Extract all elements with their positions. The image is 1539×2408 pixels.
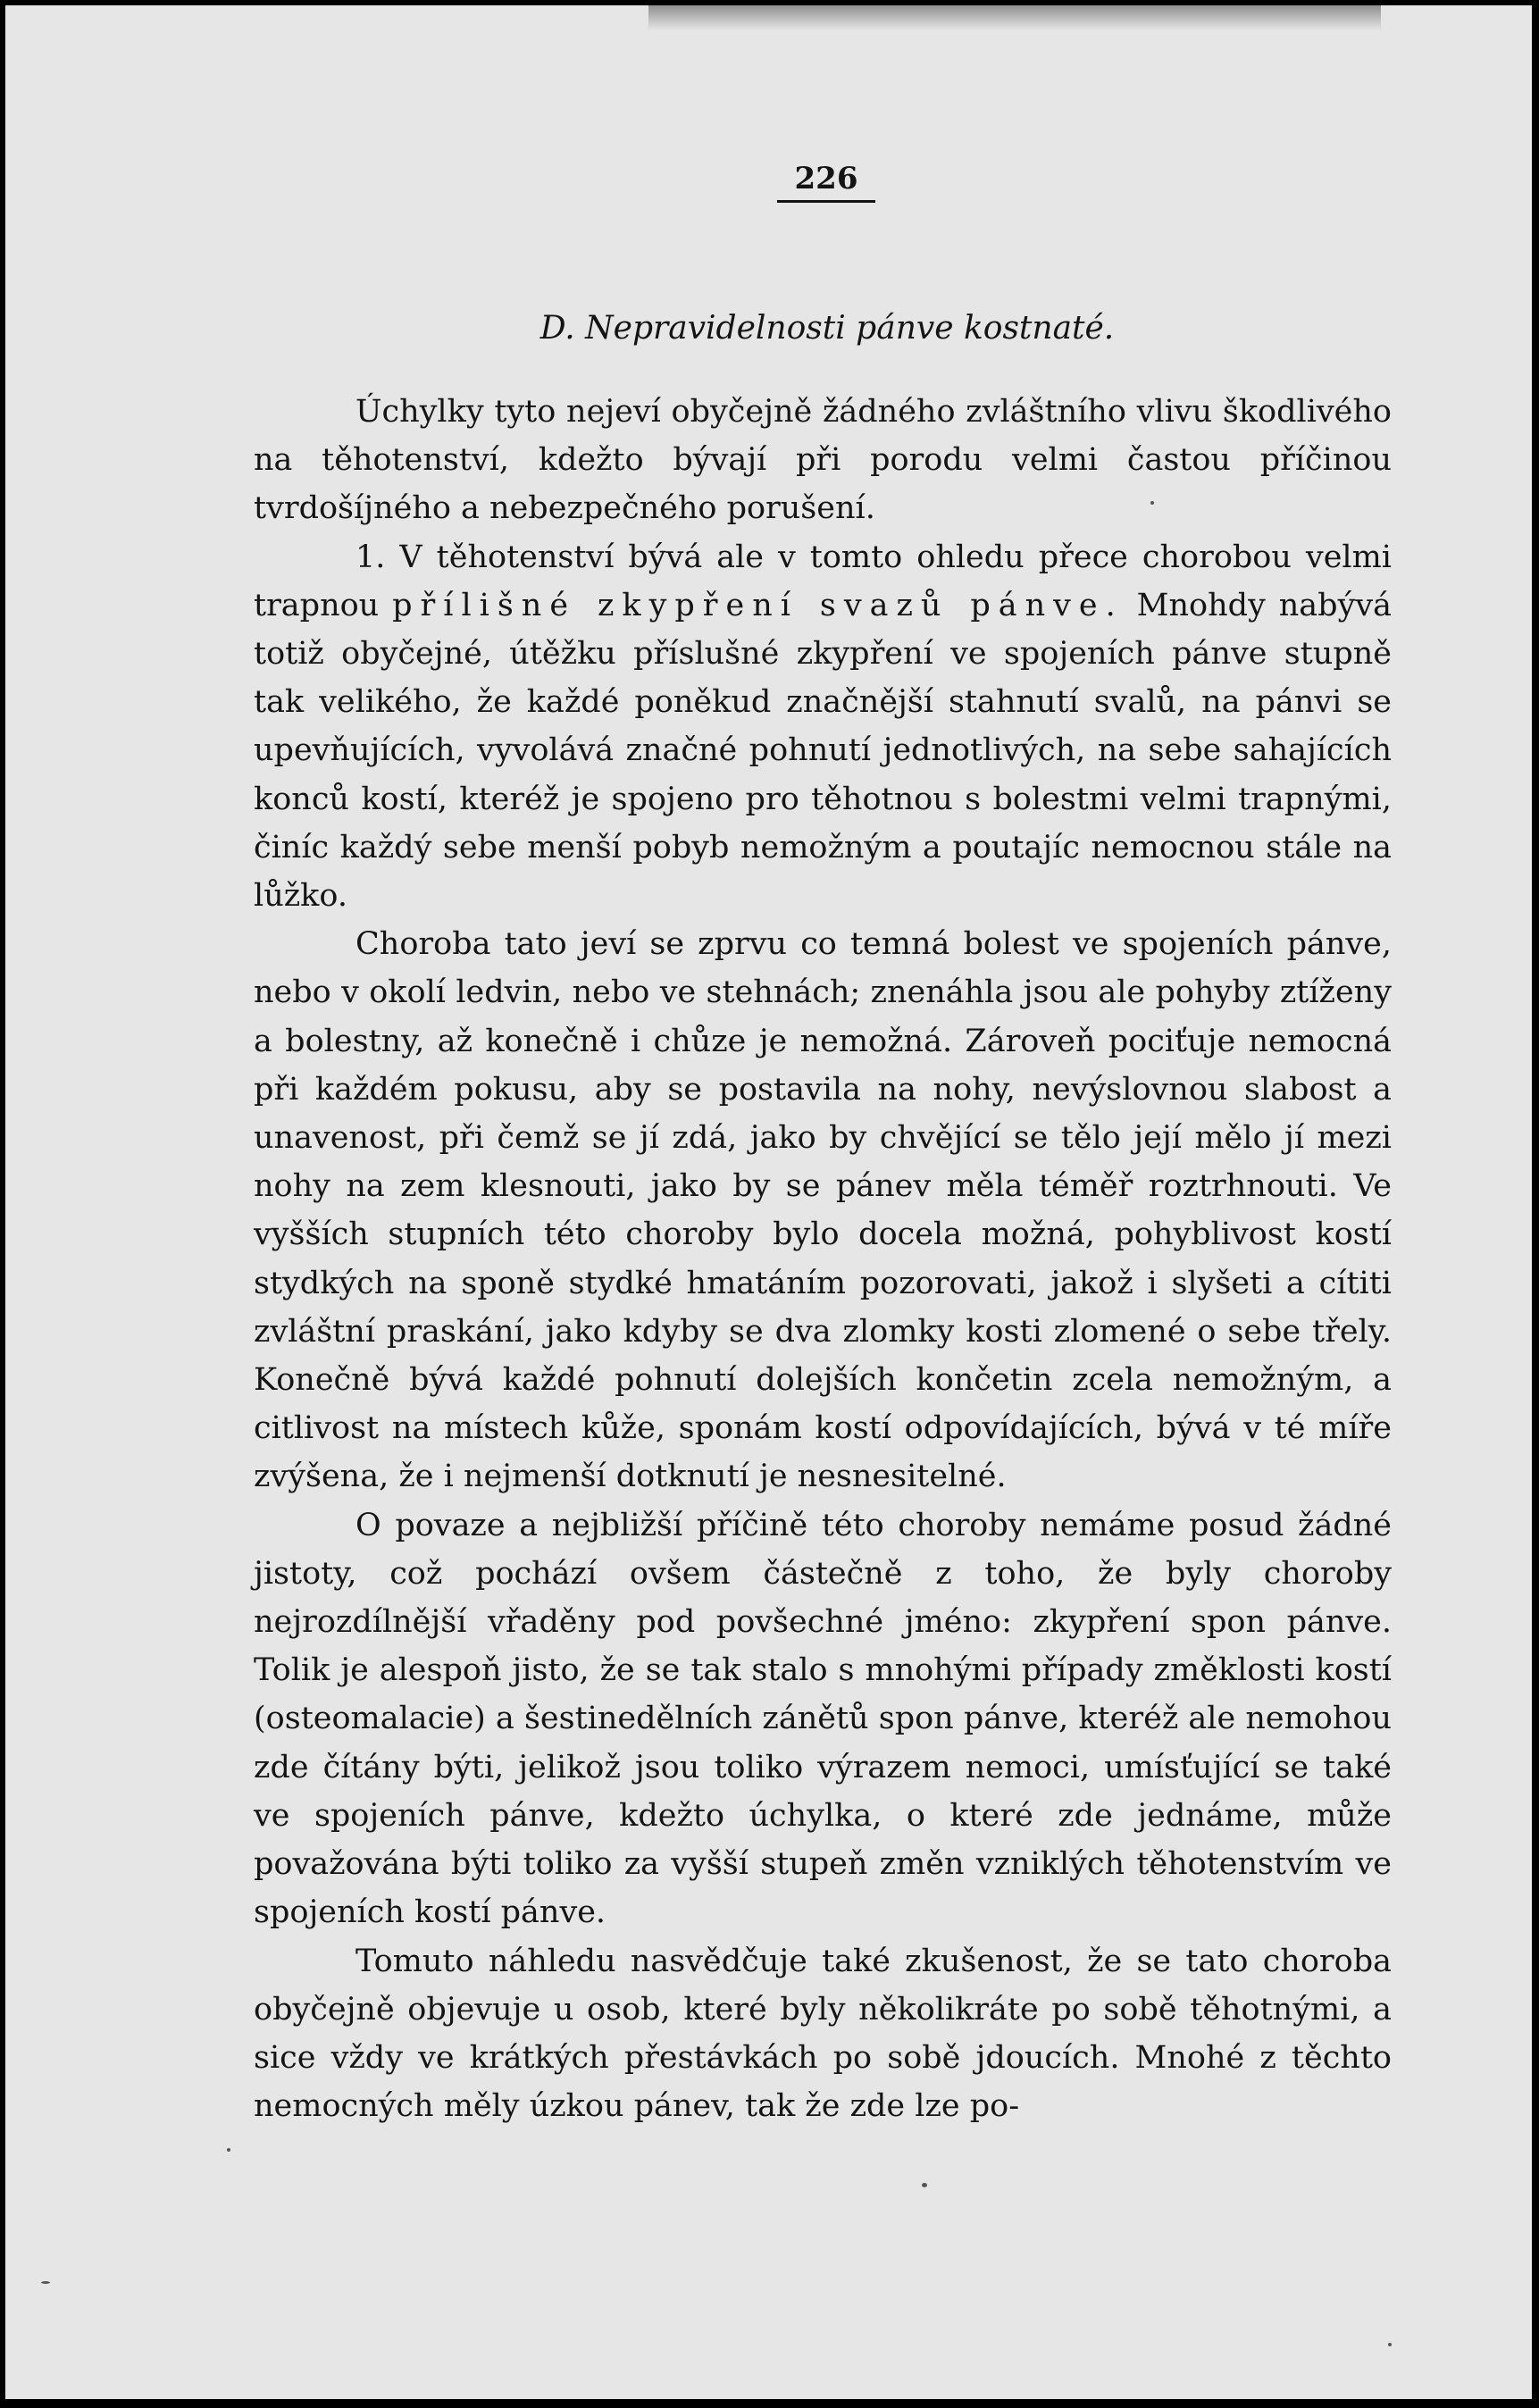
- text-segment: Úchylky tyto nejeví obyčejně žádného zvláštního vlivu škodlivého na těhotenství, kdežto bývají při porodu velmi častou příčinou tvrdošíjného a nebezpečného porušení.: [254, 394, 1392, 527]
- scan-speck: [227, 2148, 230, 2152]
- text-segment: O povaze a nejbližší příčině této choroby nemáme posud žádné jistoty, což pochází ovšem částečně z toho, že byly choroby nejrozdílnější vřaděny pod povšechné jméno: zkypření spon pánve. Tolik je alespoň jisto, že se tak stalo s mnohými případy změklosti kostí (osteomalacie) a šestinedělních zánětů spon pánve, kteréž ale nemohou zde čítány býti, jelikož jsou toliko výrazem nemoci, umísťující se také ve spojeních pánve, kdežto úchylka, o které zde jednáme, může považována býti toliko za vyšší stupeň změn vzniklých těhotenstvím ve spojeních kostí pánve.: [254, 1507, 1392, 1931]
- text-segment: Tomuto náhledu nasvědčuje také zkušenost, že se tato choroba obyčejně objevuje u osob, které byly několikráte po sobě těhotnými, a sice vždy ve krátkých přestávkách po sobě jdoucích. Mnohé z těchto nemocných měly úzkou pánev, tak že zde lze po-: [254, 1943, 1392, 2125]
- page-sheet: [5, 5, 1532, 2399]
- text-segment: Mnohdy nabývá totiž obyčejné, útěžku příslušné zkypření ve spojeních pánve stupně tak velikého, že každé poněkud značnější stahnutí svalů, na pánvi se upevňujících, vyvolává značné pohnutí jednotlivých, na sebe sahajících konců kostí, kteréž je spojeno pro těhotnou s bolestmi velmi trapnými, činíc každý sebe menší pobyb nemožným a poutajíc nemocnou stále na lůžko.: [254, 587, 1392, 915]
- scan-speck: [1150, 501, 1154, 505]
- scan-speck: [41, 2281, 50, 2284]
- paragraph: [254, 1501, 1392, 1937]
- paragraph: [254, 533, 1392, 921]
- scan-edge-shadow: [648, 5, 1381, 30]
- page-number: 226: [777, 159, 875, 203]
- paragraph: [254, 1937, 1392, 2131]
- text-segment: Choroba tato jeví se zprvu co temná bolest ve spojeních pánve, nebo v okolí ledvin, nebo ve stehnách; znenáhla jsou ale pohyby ztíženy a bolestny, až konečně i chůze je nemožná. Zároveň pociťuje nemocná při každém pokusu, aby se postavila na nohy, nevýslovnou slabost a unavenost, při čemž se jí zdá, jako by chvějící se tělo její mělo jí mezi nohy na zem klesnouti, jako by se pánev měla téměř roztrhnouti. Ve vyšších stupních této choroby bylo docela možná, pohyblivost kostí stydkých na sponě stydké hmatáním pozorovati, jakož i slyšeti a cítiti zvláštní praskání, jako kdyby se dva zlomky kosti zlomené o sebe třely. Konečně bývá každé pohnutí dolejších končetin zcela nemožným, a citlivost na místech kůže, sponám kostí odpovídajících, bývá v té míře zvýšena, že i nejmenší dotknutí je nesnesitelné.: [254, 926, 1392, 1495]
- scan-speck: [922, 2183, 927, 2187]
- scan-speck: [1388, 2343, 1392, 2346]
- emphasized-text: přílišné zkypření svazů pánve.: [392, 587, 1124, 623]
- text-segment: 1. V těhotenství bývá ale v tomto ohledu přece chorobou velmi trapnou: [254, 539, 1392, 623]
- section-heading: D. Nepravidelnosti pánve kostnaté.: [539, 310, 1115, 347]
- paragraph: [254, 920, 1392, 1501]
- body-text: [254, 388, 1392, 2130]
- paragraph: [254, 388, 1392, 533]
